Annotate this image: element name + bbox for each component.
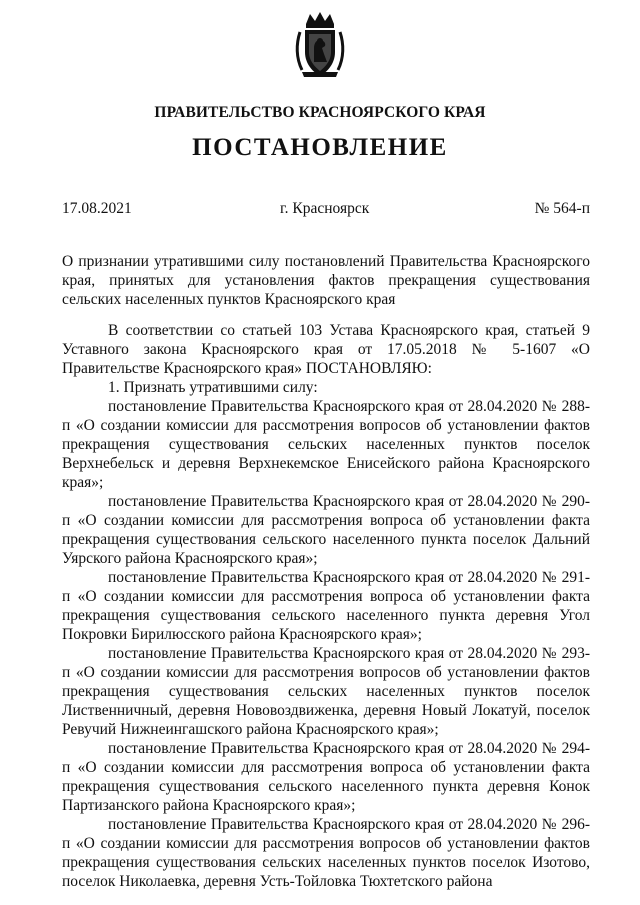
act-paragraph: постановление Правительства Красноярского края от 28.04.2020 № 294-п «О создании комиссии для рассмотрения вопроса об установлении факта прекращения существования сельского населенного пункта деревня Конок Партизанского района Красноярского края»;: [62, 740, 590, 814]
document-subject: О признании утратившими силу постановлений Правительства Красноярского края, принятых для установления фактов прекращения существования сельских населенных пунктов Красноярского края: [62, 253, 590, 308]
organization-title: ПРАВИТЕЛЬСТВО КРАСНОЯРСКОГО КРАЯ: [154, 104, 486, 121]
act-paragraph: постановление Правительства Красноярского края от 28.04.2020 № 290-п «О создании комиссии для рассмотрения вопроса об установлении факта прекращения существования сельского населенного пункта поселок Дальний Уярского района Красноярского края»;: [62, 493, 590, 567]
preamble-paragraph: В соответствии со статьей 103 Устава Красноярского края, статьей 9 Уставного закона Красноярского края от 17.05.2018 № 5-1607 «О Правительстве Красноярского края» ПОСТАНОВЛЯЮ:: [62, 322, 590, 377]
document-date: 17.08.2021: [62, 200, 132, 217]
act-paragraph: постановление Правительства Красноярского края от 28.04.2020 № 291-п «О создании комиссии для рассмотрения вопроса об установлении факта прекращения существования сельского населенного пункта деревня Угол Покровки Бирилюсского района Красноярского края»;: [62, 569, 590, 643]
act-paragraph: постановление Правительства Красноярского края от 28.04.2020 № 293-п «О создании комиссии для рассмотрения вопросов об установлении фактов прекращения существования сельских населенных пунктов поселок Лиственничный, деревня Нововоздвиженка, деревня Новый Локатуй, поселок Ревучий Нижнеингашского района Красноярского края»;: [62, 645, 590, 738]
item-1-paragraph: 1. Признать утратившими силу:: [108, 379, 318, 396]
document-type-title: ПОСТАНОВЛЕНИЕ: [192, 134, 448, 161]
act-paragraph: постановление Правительства Красноярского края от 28.04.2020 № 296-п «О создании комиссии для рассмотрения вопросов об установлении фактов прекращения существования сельских населенных пунктов поселок Изотово, поселок Николаевка, деревня Усть-Тойловка Тюхтетского района: [62, 816, 590, 890]
document-city: г. Красноярск: [280, 200, 370, 217]
coat-of-arms-icon: [292, 10, 348, 80]
act-paragraph: постановление Правительства Красноярского края от 28.04.2020 № 288-п «О создании комиссии для рассмотрения вопросов об установлении фактов прекращения существования сельских населенных пунктов поселок Верхнебельск и деревня Верхнекемское Енисейского района Красноярского края»;: [62, 398, 590, 491]
document-number: № 564-п: [534, 200, 590, 217]
document-body: [62, 321, 590, 891]
